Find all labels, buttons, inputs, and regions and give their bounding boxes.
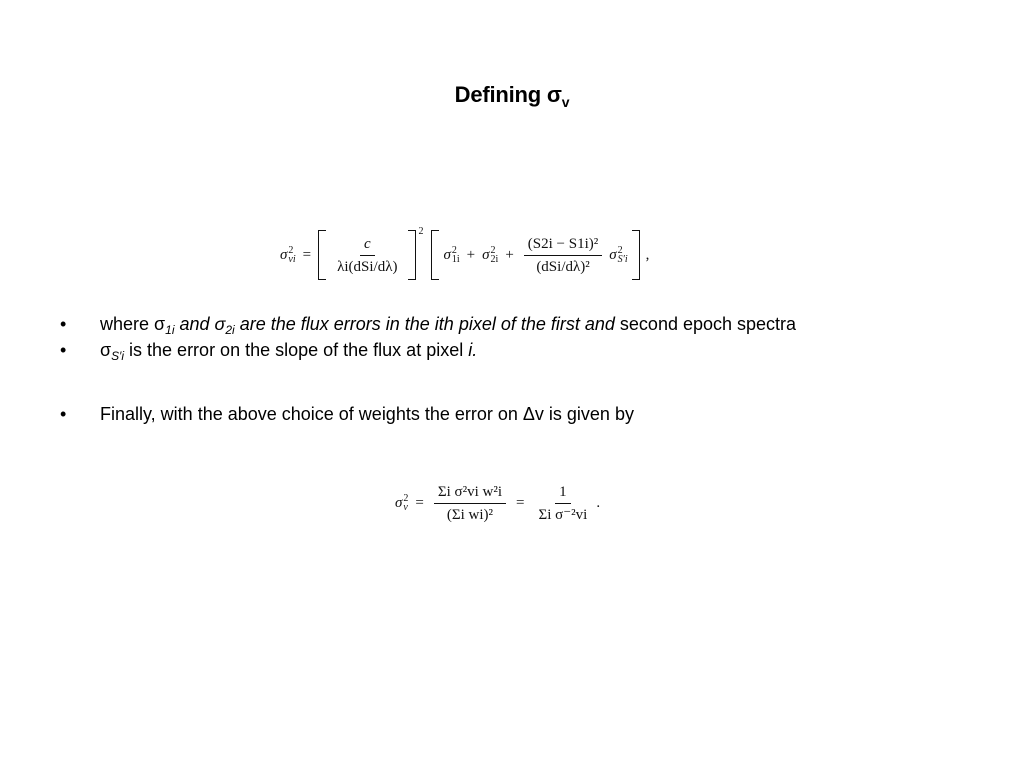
- bullet2-middle: is the error on the slope of the flux at pixel: [124, 340, 469, 360]
- bullet1-prefix: where σ: [100, 314, 166, 334]
- eq1-fraction-1: [333, 235, 401, 276]
- bullet-item-flux-errors: [60, 312, 990, 338]
- bullet-marker: •: [60, 404, 67, 424]
- bullet-marker: •: [60, 314, 67, 334]
- eq1-bracket-power: 2: [418, 226, 424, 237]
- eq1-frac2-numerator: (S2i − S1i)²: [524, 235, 602, 256]
- eq2-frac2-denominator: Σi σ⁻²vi: [538, 506, 588, 523]
- slide-title-subscript: v: [561, 94, 570, 110]
- eq1-first-bracket: [318, 230, 416, 280]
- bullet2-sub1: S′i: [111, 349, 125, 363]
- eq1-bracket2-right: [632, 230, 640, 280]
- eq1-frac1-numerator: c: [363, 235, 371, 252]
- equation-velocity-variance-total: [395, 472, 600, 534]
- eq2-fraction-1: [434, 483, 506, 524]
- eq1-frac1-denominator: λi(dSi/dλ): [337, 258, 398, 275]
- eq1-lhs: σ: [280, 246, 288, 263]
- eq2-fraction-2: [535, 483, 592, 524]
- bullet-item-weights: [60, 402, 990, 428]
- bullet3-text: Finally, with the above choice of weights the error on Δv is given by: [100, 404, 634, 424]
- eq1-term1: σ: [443, 246, 451, 263]
- eq1-second-bracket: [431, 230, 639, 280]
- eq2-trailing-period: .: [596, 494, 601, 511]
- bullet1-italic1: and σ: [174, 314, 226, 334]
- eq1-bracket-right: [408, 230, 416, 280]
- eq1-term3: σ: [609, 246, 617, 263]
- slide-title-main: Defining σ: [454, 82, 562, 107]
- bullet1-suffix: second epoch spectra: [614, 314, 797, 334]
- bullet2-italic: i.: [468, 340, 478, 360]
- bullet1-sub2: 2i: [225, 323, 235, 337]
- equation-velocity-variance-per-pixel: [280, 228, 649, 282]
- eq1-plus-2: +: [505, 246, 514, 263]
- bullet1-sub1: 1i: [165, 323, 175, 337]
- eq1-term2-indices: 2 2i: [490, 245, 499, 265]
- bullet-item-slope-error: [60, 338, 990, 364]
- eq2-frac1-numerator: Σi σ²vi w²i: [434, 483, 506, 504]
- bullet-marker: •: [60, 340, 67, 360]
- eq2-lhs: σ: [395, 494, 403, 511]
- eq1-bracket-left: [318, 230, 326, 280]
- eq1-term1-indices: 2 1i: [451, 245, 460, 265]
- eq1-term2: σ: [482, 246, 490, 263]
- eq2-equals-1: =: [415, 494, 424, 511]
- eq1-trailing-comma: ,: [645, 246, 650, 263]
- slide-title: [0, 82, 1024, 110]
- bullet-list: [60, 312, 990, 428]
- eq1-equals: =: [302, 246, 312, 263]
- eq1-term3-indices: 2 S′i: [617, 245, 628, 265]
- bullet1-italic2: are the flux errors in the ith pixel of the first and: [234, 314, 615, 334]
- eq1-bracket2-left: [431, 230, 439, 280]
- eq1-frac2-denominator: (dSi/dλ)²: [536, 258, 590, 275]
- eq1-fraction-2: [524, 235, 602, 276]
- eq1-lhs-indices: 2 vi: [288, 245, 296, 265]
- eq2-frac1-denominator: (Σi wi)²: [446, 506, 494, 523]
- eq2-equals-2: =: [516, 494, 525, 511]
- bullet2-prefix: σ: [100, 340, 112, 360]
- eq2-frac2-numerator: 1: [555, 483, 571, 504]
- eq1-plus-1: +: [466, 246, 476, 263]
- eq2-lhs-indices: 2 v: [403, 493, 409, 513]
